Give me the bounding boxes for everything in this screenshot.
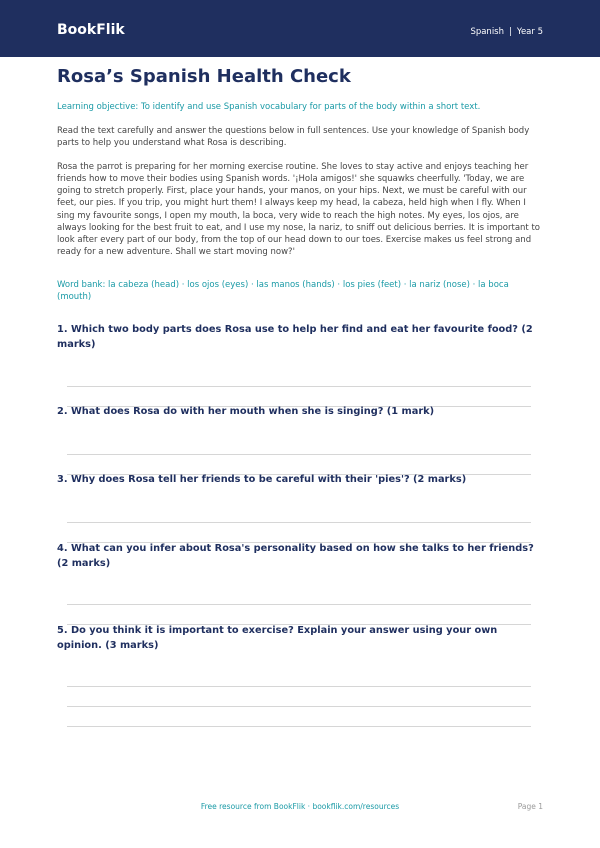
footer-credit[interactable]: Free resource from BookFlik · bookflik.com/resources xyxy=(200,802,400,811)
meta-separator: | xyxy=(509,27,512,37)
question-1: 1. Which two body parts does Rosa use to help her find and eat her favourite food? (2 marks) xyxy=(57,324,533,350)
brand-logo: BookFlik xyxy=(57,22,125,38)
page-number: Page 1 xyxy=(517,802,543,811)
learning-objective: Learning objective: To identify and use Spanish vocabulary for parts of the body within a short text. xyxy=(57,102,481,112)
page-header xyxy=(0,0,600,57)
reading-passage: Rosa the parrot is preparing for her morning exercise routine. She loves to stay active and enjoys teaching her friends how to move their bodies using Spanish words. '¡Hola amigos!' she squawks cheerfully. 'Today, we are going to stretch properly. First, place your hands, your manos, on your hips. Next, we must be careful with our feet, our pies. If you trip, you might hurt them! I always keep my head, la cabeza, held high when I fly. When I sing my favourite songs, I open my mouth, la boca, very wide to reach the high notes. My eyes, los ojos, are always looking for the best fruit to eat, and I use my nose, la nariz, to sniff out delicious berries. It is important to look after every part of our body, from the top of our head down to our toes. Exercise makes us feel strong and ready for a new adventure. Shall we start moving now?' xyxy=(57,162,540,258)
instructions: Read the text carefully and answer the questions below in full sentences. Use your knowledge of Spanish body parts to help you understand what Rosa is describing. xyxy=(57,126,530,149)
subject-label: Spanish xyxy=(470,27,505,37)
answer-line[interactable] xyxy=(67,686,531,687)
answer-line[interactable] xyxy=(67,522,531,523)
header-meta xyxy=(470,27,543,37)
answer-line[interactable] xyxy=(67,604,531,605)
answer-line[interactable] xyxy=(67,726,531,727)
question-5: 5. Do you think it is important to exercise? Explain your answer using your own opinion. (3 marks) xyxy=(57,625,498,651)
answer-line[interactable] xyxy=(67,454,531,455)
year-label: Year 5 xyxy=(516,27,543,37)
question-3: 3. Why does Rosa tell her friends to be careful with their 'pies'? (2 marks) xyxy=(57,474,467,485)
question-2: 2. What does Rosa do with her mouth when she is singing? (1 mark) xyxy=(57,406,435,417)
question-4: 4. What can you infer about Rosa's personality based on how she talks to her friends? (2 marks) xyxy=(57,543,534,569)
answer-line[interactable] xyxy=(67,706,531,707)
word-bank: Word bank: la cabeza (head) · los ojos (eyes) · las manos (hands) · los pies (feet) · la nariz (nose) · la boca (mouth) xyxy=(57,280,509,303)
answer-line[interactable] xyxy=(67,386,531,387)
page-title: Rosa’s Spanish Health Check xyxy=(57,66,351,87)
